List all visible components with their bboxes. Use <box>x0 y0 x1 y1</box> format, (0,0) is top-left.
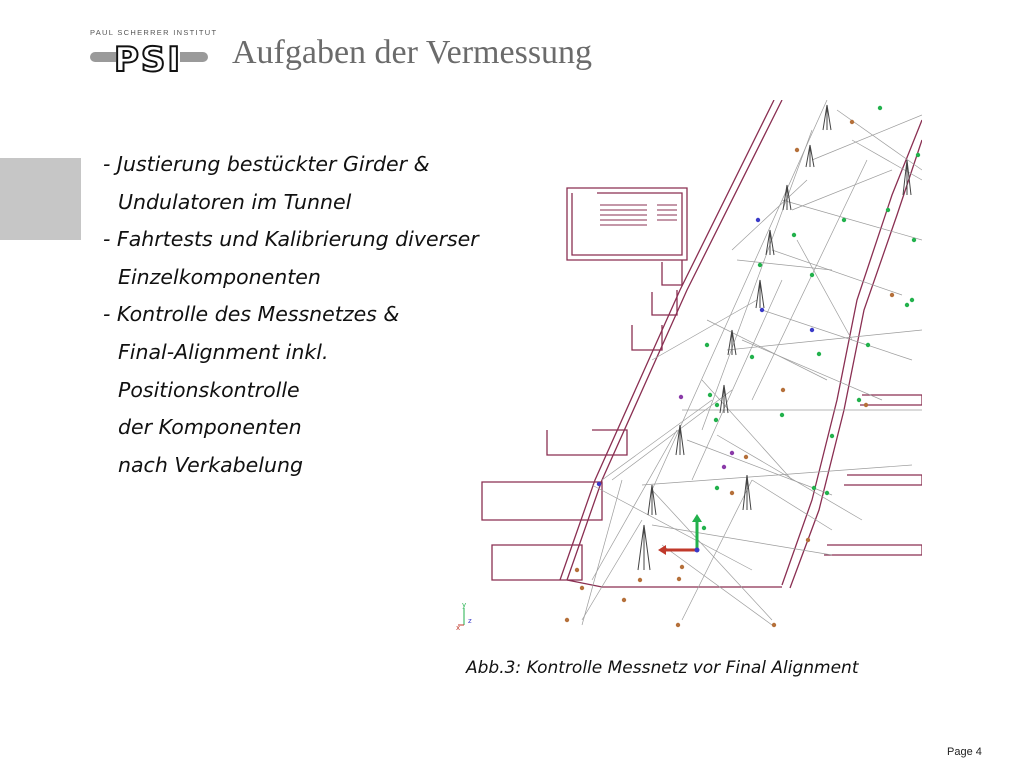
bullet-line: Einzelkomponenten <box>118 264 321 289</box>
page-number: Page 4 <box>947 746 982 758</box>
bullet-line: Final-Alignment inkl. <box>118 339 329 364</box>
survey-network-figure <box>452 100 922 635</box>
bullet-line: - Kontrolle des Messnetzes & <box>103 302 400 327</box>
bullet-line: Positionskontrolle <box>118 377 300 402</box>
bullet-line: - Justierung bestückter Girder & <box>103 152 430 176</box>
room-hatching <box>600 205 677 225</box>
psi-logo <box>90 28 218 76</box>
tunnel-walls <box>482 100 922 588</box>
survey-points <box>565 106 920 627</box>
logo-caption: PAUL SCHERRER INSTITUT <box>90 28 218 37</box>
bullet-list <box>103 146 479 484</box>
axis-label-x: x <box>456 624 461 632</box>
instrument-stations <box>638 105 911 570</box>
bullet-line: - Fahrtests und Kalibrierung diverser <box>103 227 479 252</box>
slide-title: Aufgaben der Vermessung <box>232 34 593 71</box>
axis-label-y: y <box>462 601 467 609</box>
bullet-line: nach Verkabelung <box>118 452 303 477</box>
bullet-line: der Komponenten <box>118 415 302 440</box>
figure-caption: Abb.3: Kontrolle Messnetz vor Final Alignment <box>466 658 859 678</box>
psi-logo-mark <box>90 38 208 76</box>
bullet-line: Undulatoren im Tunnel <box>118 189 352 214</box>
view-axis-indicator <box>456 601 472 632</box>
logo-mark-text: PSI <box>113 40 183 76</box>
network-lines <box>582 100 922 625</box>
side-tab-block <box>0 158 81 240</box>
axis-label-z: z <box>468 617 472 625</box>
